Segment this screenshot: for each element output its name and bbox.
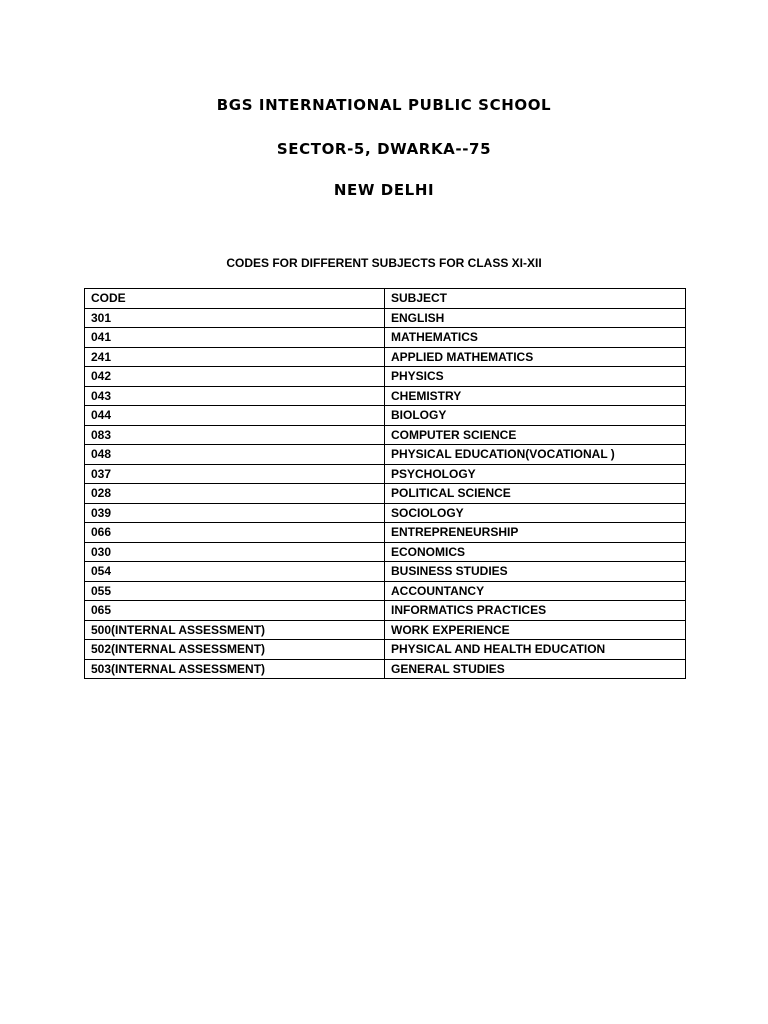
subject-code-cell: 028 [85, 484, 385, 504]
subject-code-cell: 500(INTERNAL ASSESSMENT) [85, 620, 385, 640]
table-header-row [85, 289, 686, 309]
table-row [85, 406, 686, 426]
table-row [85, 328, 686, 348]
subject-code-cell: 042 [85, 367, 385, 387]
subject-name-cell: PHYSICS [385, 367, 686, 387]
subject-code-cell: 241 [85, 347, 385, 367]
subject-name-cell: ACCOUNTANCY [385, 581, 686, 601]
subject-code-cell: 044 [85, 406, 385, 426]
subject-code-cell: 037 [85, 464, 385, 484]
subject-name-cell: ENTREPRENEURSHIP [385, 523, 686, 543]
table-row [85, 484, 686, 504]
subject-name-cell: MATHEMATICS [385, 328, 686, 348]
subject-name-cell: PHYSICAL AND HEALTH EDUCATION [385, 640, 686, 660]
subject-name-cell: INFORMATICS PRACTICES [385, 601, 686, 621]
subject-name-cell: APPLIED MATHEMATICS [385, 347, 686, 367]
subject-name-cell: ENGLISH [385, 308, 686, 328]
subject-name-cell: ECONOMICS [385, 542, 686, 562]
subject-code-cell: 301 [85, 308, 385, 328]
table-row [85, 503, 686, 523]
subject-code-cell: 065 [85, 601, 385, 621]
document-subtitle: CODES FOR DIFFERENT SUBJECTS FOR CLASS XI-XII [226, 256, 542, 270]
table-row [85, 640, 686, 660]
subject-code-cell: 039 [85, 503, 385, 523]
school-address: SECTOR-5, DWARKA--75 [276, 140, 492, 158]
subject-code-cell: 502(INTERNAL ASSESSMENT) [85, 640, 385, 660]
subject-name-cell: WORK EXPERIENCE [385, 620, 686, 640]
subject-name-cell: BIOLOGY [385, 406, 686, 426]
subject-name-cell: PHYSICAL EDUCATION(VOCATIONAL ) [385, 445, 686, 465]
subject-codes-table [84, 288, 686, 679]
subject-code-cell: 503(INTERNAL ASSESSMENT) [85, 659, 385, 679]
table-row [85, 347, 686, 367]
subject-code-cell: 083 [85, 425, 385, 445]
table-row [85, 386, 686, 406]
table-row [85, 601, 686, 621]
table-row [85, 308, 686, 328]
subject-name-cell: CHEMISTRY [385, 386, 686, 406]
subject-name-cell: SOCIOLOGY [385, 503, 686, 523]
subject-code-cell: 030 [85, 542, 385, 562]
table-row [85, 562, 686, 582]
subject-code-cell: 054 [85, 562, 385, 582]
subject-name-cell: COMPUTER SCIENCE [385, 425, 686, 445]
column-header-subject: SUBJECT [385, 289, 686, 309]
table-row [85, 620, 686, 640]
table-row [85, 659, 686, 679]
subject-code-cell: 048 [85, 445, 385, 465]
table-row [85, 581, 686, 601]
subject-name-cell: PSYCHOLOGY [385, 464, 686, 484]
table-row [85, 542, 686, 562]
table-row [85, 445, 686, 465]
subject-name-cell: BUSINESS STUDIES [385, 562, 686, 582]
subject-name-cell: POLITICAL SCIENCE [385, 484, 686, 504]
school-city: NEW DELHI [333, 181, 435, 199]
subject-code-cell: 041 [85, 328, 385, 348]
table-row [85, 367, 686, 387]
subject-codes-body [85, 289, 686, 679]
subject-code-cell: 055 [85, 581, 385, 601]
table-row [85, 425, 686, 445]
column-header-code: CODE [85, 289, 385, 309]
table-row [85, 523, 686, 543]
subject-code-cell: 066 [85, 523, 385, 543]
school-name: BGS INTERNATIONAL PUBLIC SCHOOL [216, 96, 552, 114]
subject-code-cell: 043 [85, 386, 385, 406]
subject-name-cell: GENERAL STUDIES [385, 659, 686, 679]
table-row [85, 464, 686, 484]
